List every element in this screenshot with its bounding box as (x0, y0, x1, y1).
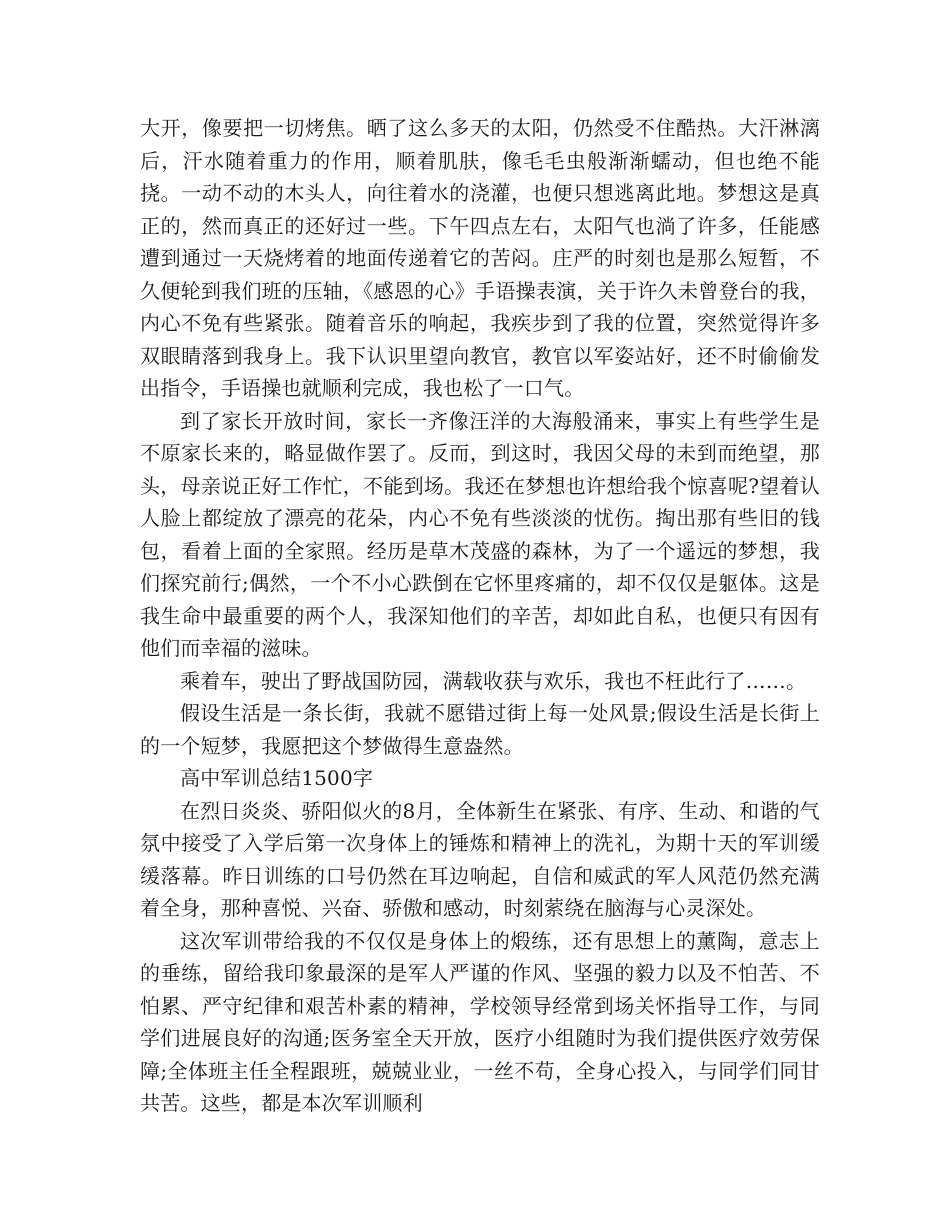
paragraph-3: 乘着车，驶出了野战国防园，满载收获与欢乐，我也不枉此行了……。 (180, 668, 807, 693)
document-body (140, 112, 820, 1120)
paragraph-6: 在烈日炎炎、骄阳似火的8月，全体新生在紧张、有序、生动、和谐的气氛中接受了入学后第一次身体上的锤炼和精神上的洗礼，为期十天的军训缓缓落幕。昨日训练的口号仍然在耳边响起，自信和威武的军人风范仍然充满着全身，那种喜悦、兴奋、骄傲和感动，时刻萦绕在脑海与心灵深处。 (140, 798, 820, 920)
paragraph-2: 到了家长开放时间，家长一齐像汪洋的大海般涌来，事实上有些学生是不原家长来的，略显做作罢了。反而，到这时，我因父母的未到而绝望，那头，母亲说正好工作忙，不能到场。我还在梦想也许想给我个惊喜呢?望着认人脸上都绽放了漂亮的花朵，内心不免有些淡淡的忧伤。掏出那有些旧的钱包，看着上面的全家照。经历是草木茂盛的森林，为了一个遥远的梦想，我们探究前行;偶然，一个不小心跌倒在它怀里疼痛的，却不仅仅是躯体。这是我生命中最重要的两个人，我深知他们的辛苦，却如此自私，也便只有因有他们而幸福的滋味。 (140, 408, 820, 660)
paragraph-1: 大开，像要把一切烤焦。晒了这么多天的太阳，仍然受不住酷热。大汗淋漓后，汗水随着重力的作用，顺着肌肤，像毛毛虫般渐渐蠕动，但也绝不能挠。一动不动的木头人，向往着水的浇灌，也便只想逃离此地。梦想这是真正的，然而真正的还好过一些。下午四点左右，太阳气也淌了许多，任能感遭到通过一天烧烤着的地面传递着它的苦闷。庄严的时刻也是那么短暂，不久便轮到我们班的压轴，《感恩的心》手语操表演，关于许久未曾登台的我，内心不免有些紧张。随着音乐的响起，我疾步到了我的位置，突然觉得许多双眼睛落到我身上。我下认识里望向教官，教官以军姿站好，还不时偷偷发出指令，手语操也就顺利完成，我也松了一口气。 (140, 116, 820, 400)
section-heading: 高中军训总结1500字 (180, 766, 374, 790)
paragraph-4: 假设生活是一条长街，我就不愿错过街上每一处风景;假设生活是长街上的一个短梦，我愿把这个梦做得生意盎然。 (140, 701, 820, 758)
paragraph-7: 这次军训带给我的不仅仅是身体上的煅练，还有思想上的薰陶，意志上的垂练，留给我印象最深的是军人严谨的作风、坚强的毅力以及不怕苦、不怕累、严守纪律和艰苦朴素的精神，学校领导经常到场关怀指导工作，与同学们进展良好的沟通;医务室全天开放，医疗小组随时为我们提供医疗效劳保障;全体班主任全程跟班，兢兢业业，一丝不苟，全身心投入，与同学们同甘共苦。这些，都是本次军训顺利 (140, 928, 820, 1115)
